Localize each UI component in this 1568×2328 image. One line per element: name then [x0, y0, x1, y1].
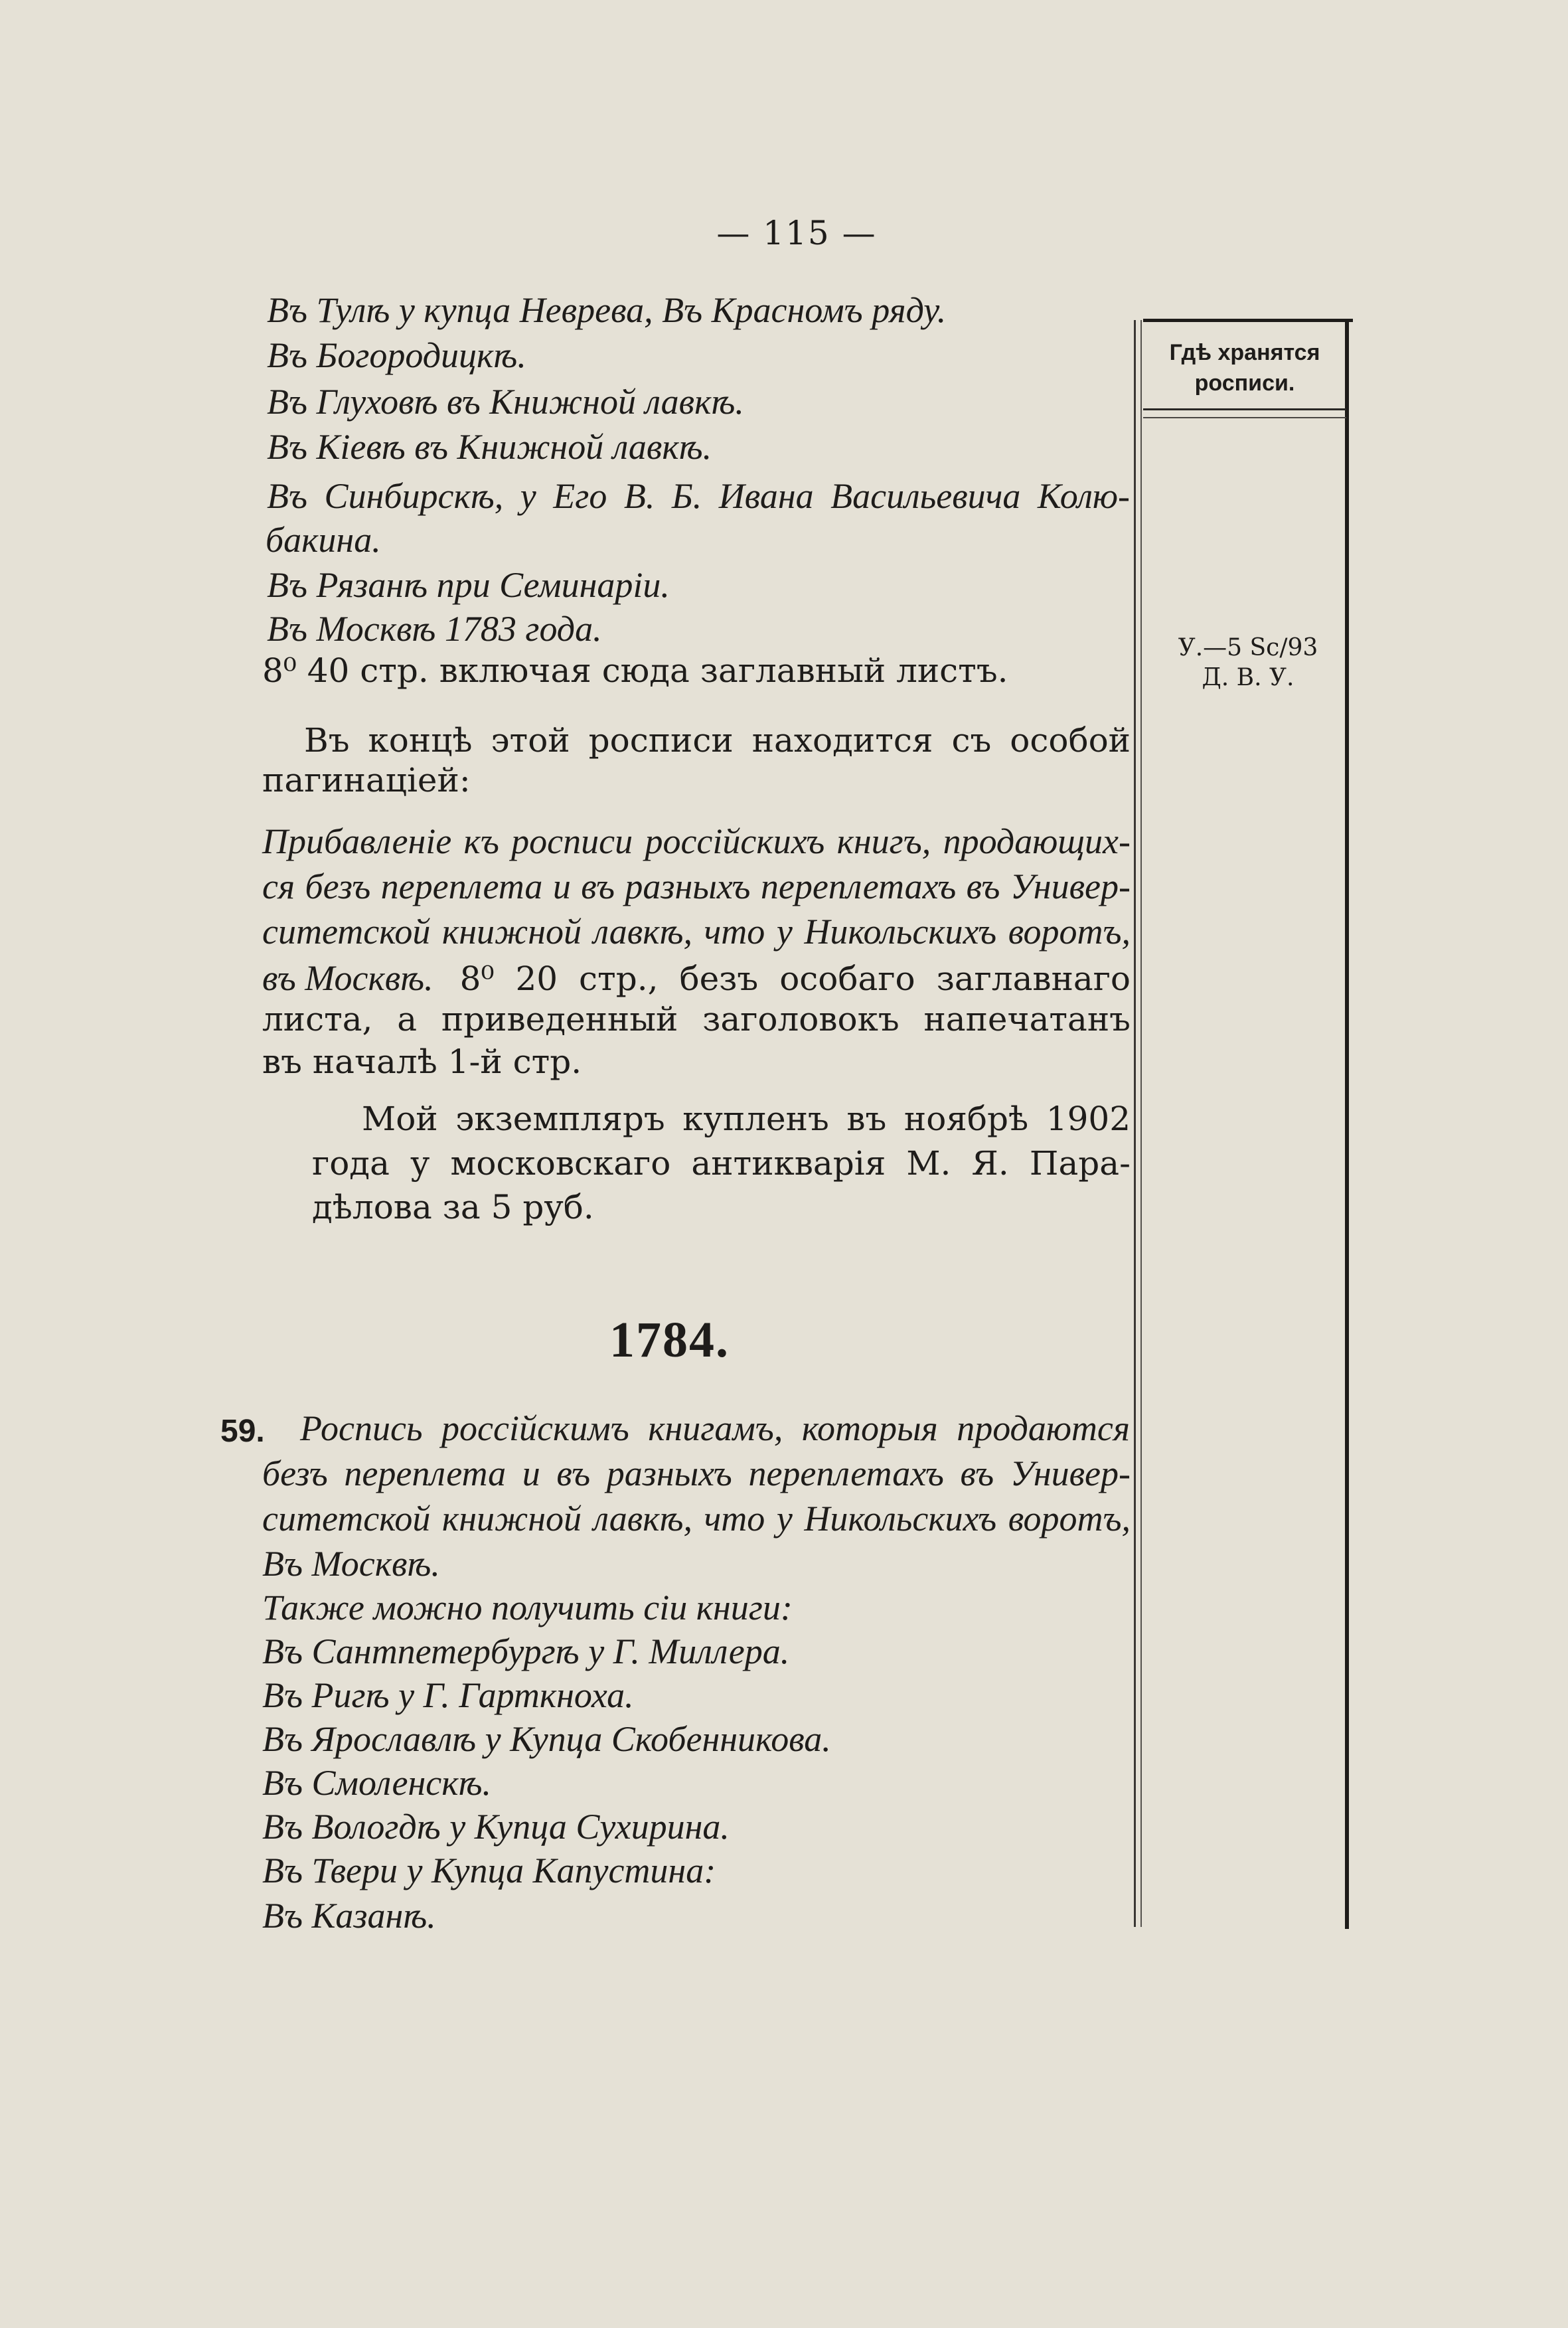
entry-line: Въ Ригѣ у Г. Гарткноха. [262, 1675, 634, 1715]
entry-line: Въ Твери у Купца Капустина: [262, 1851, 716, 1890]
appendix-line: въ началѣ 1-й стр. [262, 1042, 582, 1081]
appendix-mixed-line [262, 960, 1131, 996]
column-rule [1140, 320, 1142, 1927]
appendix-line: ситетской книжной лавкѣ, что у Никольскихъ воротъ, [262, 912, 1131, 952]
page-number: — 115 — [716, 214, 877, 252]
note-line: пагинацiей: [262, 761, 471, 799]
text-line: Въ Богородицкѣ. [267, 335, 526, 375]
entry-line: Въ Москвѣ. [262, 1544, 440, 1584]
entry-line: Въ Ярославлѣ у Купца Скобенникова. [262, 1719, 831, 1759]
appendix-line: ся безъ переплета и въ разныхъ переплетахъ въ Универ- [262, 867, 1131, 906]
note-line: Мой экземпляръ купленъ въ ноябрѣ 1902 [362, 1100, 1131, 1138]
text-line: Въ Тулѣ у купца Неврева, Въ Красномъ ряду. [267, 290, 947, 330]
year-heading: 1784. [609, 1312, 730, 1368]
entry-line: Роспись россійскимъ книгамъ, которыя продаются [300, 1408, 1130, 1448]
format-line: 8⁰ 40 стр. включая сюда заглавный листъ. [262, 651, 1008, 690]
appendix-place: въ Москвѣ. [262, 958, 433, 998]
location-code: У.—5 Sc/93 [1178, 634, 1318, 661]
entry-line: Также можно получить сіи книги: [262, 1588, 793, 1627]
note-line: года у московскаго антикварія М. Я. Пара- [312, 1144, 1131, 1183]
entry-line: ситетской книжной лавкѣ, что у Никольскихъ воротъ, [262, 1499, 1131, 1538]
text-line: Въ Москвѣ 1783 года. [267, 609, 602, 649]
text-line: бакина. [266, 520, 381, 560]
entry-line: Въ Вологдѣ у Купца Сухирина. [262, 1807, 730, 1847]
entry-line: Въ Смоленскѣ. [262, 1763, 492, 1803]
entry-line: Въ Сантпетербургѣ у Г. Миллера. [262, 1631, 790, 1671]
column-rule [1134, 320, 1136, 1927]
text-line: Въ Синбирскѣ, у Его В. Б. Ивана Васильевича Колю- [267, 476, 1130, 516]
text-line: Въ Кіевѣ въ Книжной лавкѣ. [267, 427, 712, 467]
entry-number: 59. [220, 1414, 265, 1449]
text-line: Въ Глуховѣ въ Книжной лавкѣ. [267, 382, 744, 422]
column-header-rule [1143, 408, 1346, 410]
appendix-line: листа, а приведенный заголовокъ напечатанъ [262, 1000, 1131, 1039]
note-line: Въ концѣ этой росписи находится съ особой [304, 721, 1131, 760]
note-line: дѣлова за 5 руб. [312, 1188, 594, 1226]
column-header-rule [1143, 417, 1346, 418]
column-header [1144, 337, 1345, 398]
entry-line: Въ Казанѣ. [262, 1896, 436, 1936]
appendix-line: Прибавленіе къ росписи россійскихъ книгъ, продающих- [262, 821, 1131, 861]
text-line: Въ Рязанѣ при Семинаріи. [267, 565, 670, 605]
column-header-line: Гдѣ хранятся [1169, 340, 1320, 365]
column-top-rule [1143, 319, 1353, 322]
location-code: Д. В. У. [1202, 664, 1294, 691]
appendix-format: 8⁰ 20 стр., безъ особаго заглавнаго [459, 959, 1131, 998]
column-header-line: росписи. [1194, 371, 1295, 396]
column-right-rule [1345, 319, 1349, 1929]
entry-line: безъ переплета и въ разныхъ переплетахъ въ Универ- [262, 1454, 1131, 1493]
